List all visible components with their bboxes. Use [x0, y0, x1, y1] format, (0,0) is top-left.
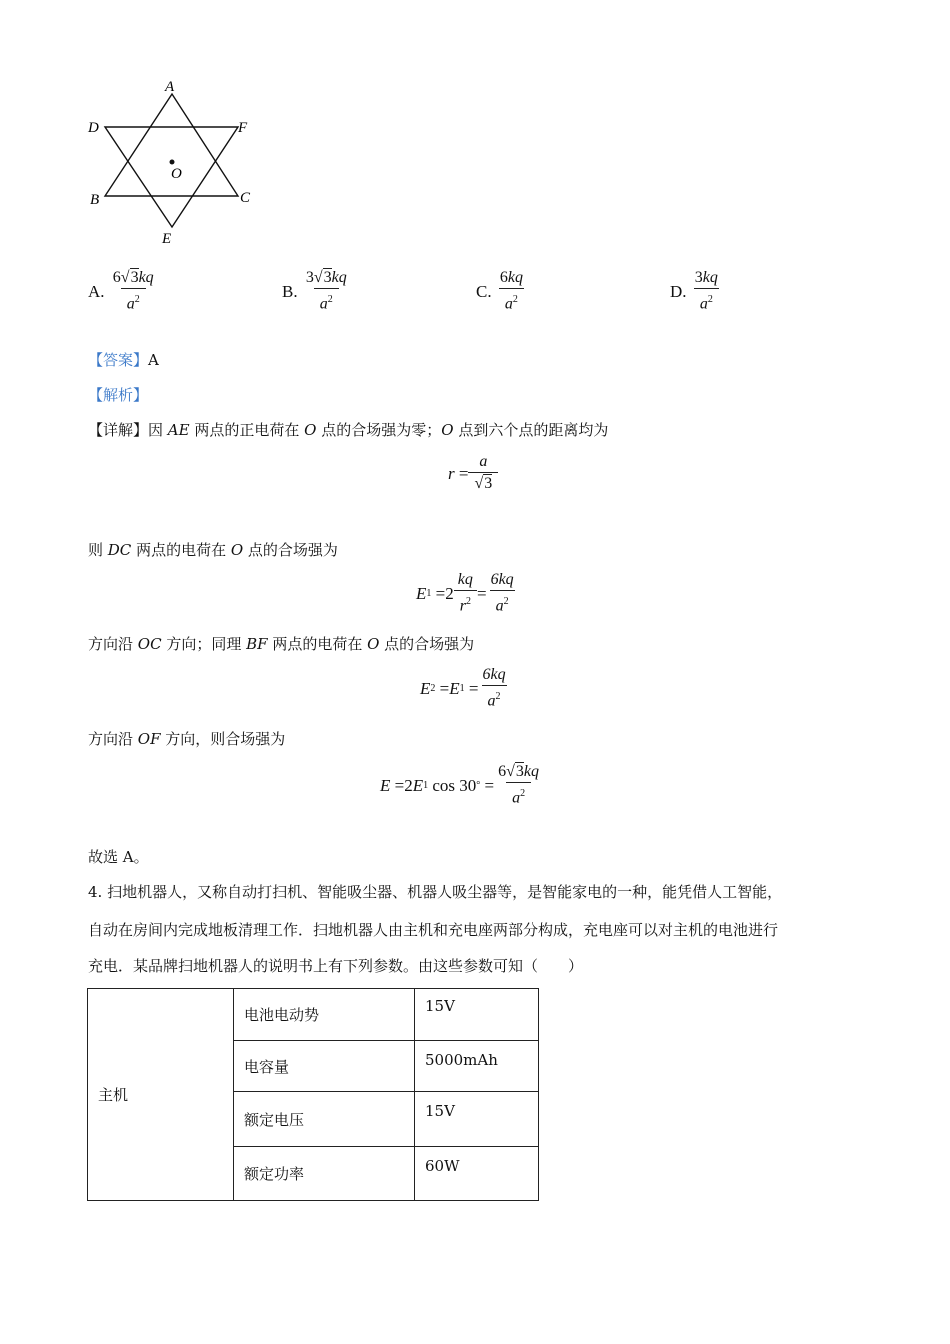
detail-paragraph-4: 方向沿 OF 方向，则合场强为 [88, 730, 286, 748]
table-group-cell: 主机 [88, 989, 234, 1201]
question4-line1: 4. 扫地机器人，又称自动打扫机、智能吸尘器、机器人吸尘器等，是智能家电的一种，能凭借人工智能， [88, 883, 783, 901]
label-c: C [240, 190, 251, 206]
label-b: B [90, 192, 100, 208]
table-param-value: 60W [415, 1147, 539, 1201]
question4-line2: 自动在房间内完成地板清理工作．扫地机器人由主机和充电座两部分构成，充电座可以对主机的电池进行 [88, 921, 779, 939]
table-param-name: 额定电压 [234, 1092, 415, 1147]
equation-e2: E 2 = E 1 = $\frac{6kq}{a^2}$ [420, 665, 510, 712]
detail-paragraph-1: 【详解】因 AE 两点的正电荷在 O 点的合场强为零；O 点到六个点的距离均为 [88, 421, 609, 439]
label-a: A [165, 79, 175, 95]
detail-paragraph-3: 方向沿 OC 方向；同理 BF 两点的电荷在 O 点的合场强为 [88, 635, 475, 653]
question4-line3: 充电．某品牌扫地机器人的说明书上有下列参数。由这些参数可知（ ） [88, 957, 584, 975]
table-param-name: 电容量 [234, 1041, 415, 1092]
table-param-value: 5000mAh [415, 1041, 539, 1092]
hexagram-figure [80, 72, 270, 252]
table-param-value: 15V [415, 989, 539, 1041]
label-f: F [238, 120, 248, 136]
option-c: C. $\frac{6kq}{a^2}$ [476, 268, 527, 315]
conclusion: 故选 A。 [88, 848, 149, 866]
label-e: E [162, 231, 172, 247]
equation-e-total: E = 2 E 1 cos 30 ° = $\frac{6√3kq}{a^2}$ [380, 762, 543, 809]
detail-paragraph-2: 则 DC 两点的电荷在 O 点的合场强为 [88, 541, 338, 559]
equation-r: r = $\frac{a}{√3}$ [448, 452, 498, 495]
table-param-name: 电池电动势 [234, 989, 415, 1041]
analysis-label: 【解析】 [88, 386, 149, 404]
answer-label: 【答案】 [88, 351, 149, 369]
table-param-name: 额定功率 [234, 1147, 415, 1201]
option-d: D. $\frac{3kq}{a^2}$ [670, 268, 722, 315]
label-d: D [88, 120, 99, 136]
equation-e1: E 1 = 2 $\frac{kq}{r^2}$ = $\frac{6kq}{a^2}$ [416, 570, 518, 617]
label-o: O [171, 166, 182, 182]
table-param-value: 15V [415, 1092, 539, 1147]
answer-line [88, 350, 159, 370]
spec-table [87, 988, 539, 1201]
option-a: A. $\frac{6√3kq}{a^2}$ [88, 268, 158, 315]
option-b: B. $\frac{3√3kq}{a^2}$ [282, 268, 351, 315]
center-point-o [170, 160, 175, 165]
answer-value: A [148, 351, 159, 369]
